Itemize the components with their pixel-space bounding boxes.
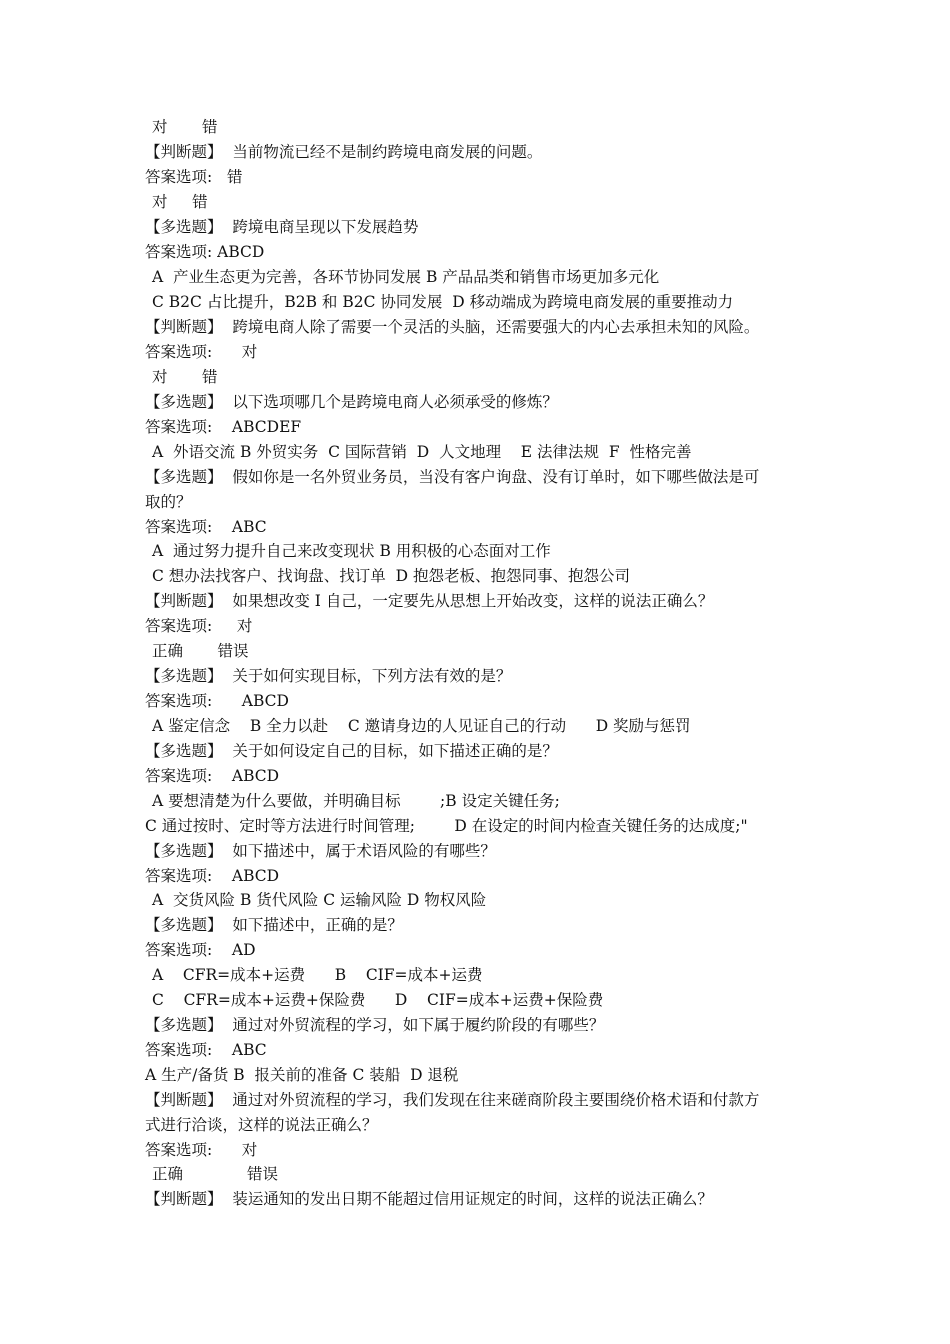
option-line: C CFR=成本+运费+保险费 D CIF=成本+运费+保险费 [152, 991, 604, 1009]
question-line-continued: 取的？ [145, 493, 192, 511]
option-line: 对 错 [152, 193, 208, 211]
answer-line: 答案选项: ABCDEF [145, 418, 302, 436]
answer-line: 答案选项: ABCD [145, 243, 265, 261]
option-line: 对 错 [152, 118, 218, 136]
question-line: 【判断题】 通过对外贸流程的学习，我们发现在往来磋商阶段主要围绕价格术语和付款方 [145, 1091, 760, 1109]
option-line: A 生产/备货 B 报关前的准备 C 装船 D 退税 [145, 1066, 459, 1084]
question-line: 【多选题】 关于如何设定自己的目标，如下描述正确的是？ [145, 742, 558, 760]
option-line: 正确 错误 [152, 642, 249, 660]
answer-line: 答案选项: ABCD [145, 867, 280, 885]
option-line: A 通过努力提升自己来改变现状 B 用积极的心态面对工作 [152, 542, 551, 560]
option-line: A 要想清楚为什么要做，并明确目标 ;B 设定关键任务; [152, 792, 560, 810]
option-line: A 产业生态更为完善，各环节协同发展 B 产品品类和销售市场更加多元化 [152, 268, 660, 286]
option-line: C B2C 占比提升，B2B 和 B2C 协同发展 D 移动端成为跨境电商发展的重要推动力 [152, 293, 734, 311]
question-line: 【判断题】 如果想改变 I 自己，一定要先从思想上开始改变，这样的说法正确么？ [145, 592, 714, 610]
option-line: C 想办法找客户、找询盘、找订单 D 抱怨老板、抱怨同事、抱怨公司 [152, 567, 630, 585]
question-line: 【多选题】 关于如何实现目标，下列方法有效的是？ [145, 667, 512, 685]
question-line: 【多选题】 通过对外贸流程的学习，如下属于履约阶段的有哪些？ [145, 1016, 605, 1034]
answer-line: 答案选项: 错 [145, 168, 243, 186]
question-line: 【多选题】 如下描述中，正确的是？ [145, 916, 403, 934]
question-line: 【多选题】 以下选项哪几个是跨境电商人必须承受的修炼？ [145, 393, 558, 411]
question-line: 【多选题】 如下描述中，属于术语风险的有哪些？ [145, 842, 496, 860]
answer-line: 答案选项: AD [145, 941, 256, 959]
answer-line: 答案选项: 对 [145, 617, 253, 635]
question-line: 【判断题】 当前物流已经不是制约跨境电商发展的问题。 [145, 143, 543, 161]
answer-line: 答案选项: ABC [145, 1041, 267, 1059]
answer-line: 答案选项: ABC [145, 518, 267, 536]
question-line: 【判断题】 跨境电商人除了需要一个灵活的头脑，还需要强大的内心去承担未知的风险。 [145, 318, 760, 336]
answer-line: 答案选项: 对 [145, 343, 258, 361]
question-line: 【判断题】 装运通知的发出日期不能超过信用证规定的时间，这样的说法正确么？ [145, 1190, 713, 1208]
option-line: A 交货风险 B 货代风险 C 运输风险 D 物权风险 [152, 891, 487, 909]
question-line: 【多选题】 假如你是一名外贸业务员，当没有客户询盘、没有订单时，如下哪些做法是可 [145, 468, 760, 486]
option-line: A CFR=成本+运费 B CIF=成本+运费 [152, 966, 483, 984]
question-line: 【多选题】 跨境电商呈现以下发展趋势 [145, 218, 419, 236]
question-line-continued: 式进行洽谈，这样的说法正确么？ [145, 1116, 378, 1134]
answer-line: 答案选项: 对 [145, 1141, 258, 1159]
option-line: A 外语交流 B 外贸实务 C 国际营销 D 人文地理 E 法律法规 F 性格完善 [152, 443, 692, 461]
option-line: 对 错 [152, 368, 218, 386]
option-line: C 通过按时、定时等方法进行时间管理; D 在设定的时间内检查关键任务的达成度;" [145, 817, 748, 835]
answer-line: 答案选项: ABCD [145, 692, 289, 710]
option-line: A 鉴定信念 B 全力以赴 C 邀请身边的人见证自己的行动 D 奖励与惩罚 [152, 717, 691, 735]
answer-line: 答案选项: ABCD [145, 767, 280, 785]
option-line: 正确 错误 [152, 1165, 279, 1183]
